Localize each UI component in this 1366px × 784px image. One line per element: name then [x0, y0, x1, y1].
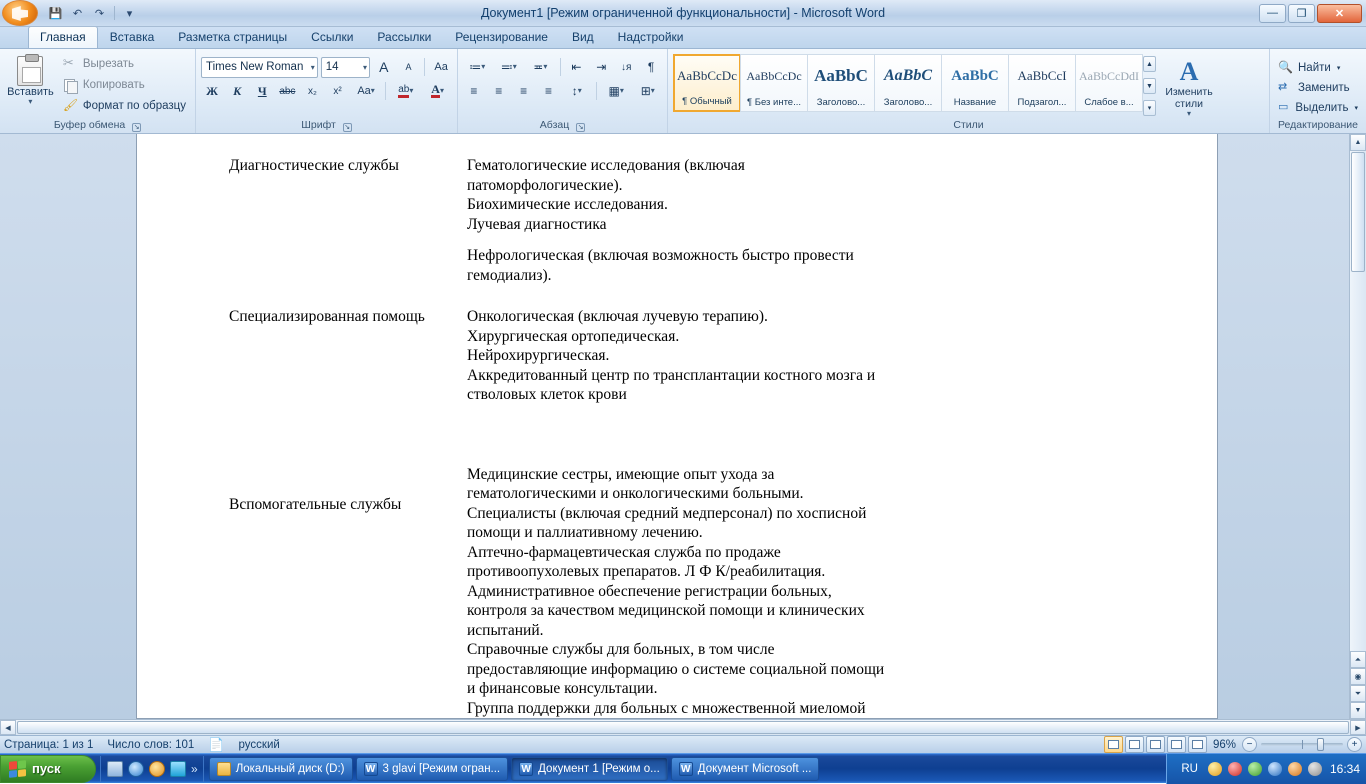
content-line: Онкологическая (включая лучевую терапию). [467, 308, 768, 325]
show-desktop-icon[interactable] [107, 761, 123, 777]
content-line: противоопухолевых препаратов. Л Ф К/реабилитация. [467, 563, 826, 580]
content-line: Административное обеспечение регистрации больных, [467, 582, 832, 600]
font-color-button[interactable]: A ▾ [431, 82, 444, 96]
font-separator-2 [385, 82, 386, 100]
folder-icon [217, 762, 231, 776]
paste-icon [17, 56, 43, 86]
zoom-track[interactable] [1261, 743, 1343, 746]
clock[interactable]: 16:34 [1329, 761, 1360, 776]
qat-separator [114, 6, 115, 20]
word-icon [519, 762, 533, 776]
taskbar-item-label: Документ Microsoft ... [697, 762, 812, 775]
change-case-button[interactable]: Aa ▾ [357, 85, 375, 97]
styles-more-icon[interactable]: ▾ [1143, 100, 1156, 116]
horizontal-scroll-thumb[interactable] [17, 721, 1349, 734]
shrink-font-button[interactable] [398, 56, 420, 78]
change-styles-label: Изменить стили [1165, 86, 1213, 110]
window-controls [1259, 4, 1366, 23]
scroll-left-icon[interactable]: ◀ [0, 720, 16, 735]
paragraph-dialog-launcher[interactable]: ↘ [577, 124, 584, 131]
table-cell-content [467, 156, 1217, 285]
proofing-status-icon[interactable]: 📄 [208, 736, 225, 752]
font-size-combobox[interactable] [321, 57, 370, 78]
bold-icon: Ж [206, 83, 218, 98]
view-web-layout-button[interactable] [1146, 736, 1165, 753]
table-cell-content [467, 465, 1217, 719]
highlight-icon: ab [398, 84, 409, 98]
view-print-layout-button[interactable] [1104, 736, 1123, 753]
undo-icon[interactable]: ↶ [72, 7, 83, 20]
text-highlight-button[interactable]: ab ▾ [391, 80, 420, 102]
quick-launch-bar [100, 756, 204, 782]
group-editing [1270, 49, 1366, 133]
taskbar-item-local-disk[interactable] [209, 757, 353, 781]
style-name: Заголово... [816, 97, 866, 108]
editing-group-label [1275, 118, 1361, 133]
editing-label-text: Редактирование [1278, 119, 1358, 131]
copy-button[interactable] [58, 75, 190, 95]
style-preview: AaBbCcDc [746, 68, 802, 83]
content-line: Гематологические исследования (включая [467, 157, 745, 174]
find-label: Найти [1298, 62, 1331, 74]
content-line: Нейрохирургическая. [467, 347, 610, 364]
view-outline-button[interactable] [1167, 736, 1186, 753]
paintbrush-icon [62, 98, 78, 114]
numbering-icon: ≕ [500, 60, 513, 74]
start-button[interactable] [0, 755, 96, 783]
next-page-icon[interactable]: ⏷ [1350, 685, 1366, 702]
task-buttons [204, 757, 1167, 781]
change-styles-button[interactable] [1157, 54, 1221, 118]
word-icon [364, 762, 378, 776]
grow-font-icon: A [379, 59, 389, 75]
styles-label-text: Стили [953, 119, 984, 131]
style-name: Слабое в... [1084, 97, 1134, 108]
tab-addins[interactable]: Надстройки [617, 30, 684, 44]
table-cell-label [137, 465, 467, 719]
tab-home[interactable]: Главная [28, 26, 98, 48]
strikethrough-button[interactable] [276, 80, 298, 102]
align-left-icon: ≡ [470, 84, 478, 98]
superscript-button[interactable] [327, 80, 349, 102]
taskbar-item-document-microsoft[interactable] [671, 757, 820, 781]
style-title[interactable] [941, 54, 1009, 112]
line-spacing-icon: ↕ [571, 84, 578, 98]
language-bar[interactable]: RU [1181, 762, 1198, 775]
paste-dropdown-icon[interactable]: ▾ [28, 97, 33, 106]
zoom-level[interactable]: 96% [1212, 738, 1236, 751]
start-label: пуск [32, 761, 61, 776]
style-preview: AaBbC [883, 67, 932, 84]
italic-icon: К [233, 83, 242, 98]
chevron-down-icon[interactable]: ▾ [362, 62, 367, 72]
horizontal-scrollbar[interactable] [0, 719, 1366, 735]
strikethrough-icon: abc [279, 85, 296, 97]
underline-button[interactable] [251, 80, 273, 102]
content-line: Специалисты (включая средний медперсонал) по хосписной [467, 504, 867, 522]
numbering-button[interactable]: ≕ ▾ [500, 60, 517, 74]
save-icon[interactable]: 💾 [48, 7, 63, 20]
styles-scroll-down-icon[interactable]: ▼ [1143, 78, 1156, 94]
paragraph-group-label [463, 118, 662, 133]
safely-remove-icon[interactable] [1308, 762, 1322, 776]
find-button[interactable] [1275, 58, 1361, 78]
font-group-label [201, 118, 452, 133]
align-right-icon: ≡ [520, 84, 528, 98]
document-area [0, 134, 1366, 719]
content-line: Биохимические исследования. [467, 196, 668, 213]
ribbon [0, 49, 1366, 134]
tab-review[interactable]: Рецензирование [455, 30, 548, 44]
group-paragraph [458, 49, 668, 133]
subscript-button[interactable] [301, 80, 323, 102]
style-name: Подзагол... [1017, 97, 1067, 108]
styles-gallery-scroll [1142, 54, 1157, 118]
status-bar [0, 735, 1366, 753]
group-clipboard [0, 49, 196, 133]
underline-icon: Ч [257, 83, 267, 98]
cut-label: Вырезать [82, 58, 135, 70]
update-icon[interactable] [1288, 762, 1302, 776]
content-line: Группа поддержки для больных с множественной миеломой [467, 699, 866, 717]
cut-button[interactable] [58, 54, 190, 74]
justify-button[interactable] [538, 80, 560, 102]
zoom-midpoint [1302, 740, 1303, 749]
copy-label: Копировать [82, 79, 145, 91]
group-styles [668, 49, 1270, 133]
zoom-in-button[interactable]: + [1347, 737, 1362, 752]
row-gap [137, 285, 1217, 307]
replace-label: Заменить [1298, 82, 1350, 94]
content-line: Нефрологическая (включая возможность быстро провести [467, 247, 854, 264]
windows-logo-icon [9, 760, 26, 778]
font-size-value: 14 [325, 61, 339, 73]
select-icon: ▭ [1278, 101, 1289, 113]
vertical-scrollbar[interactable] [1349, 134, 1366, 719]
styles-gallery [673, 52, 1221, 118]
multilevel-list-button[interactable]: ≖ ▾ [533, 60, 548, 74]
select-button[interactable] [1275, 98, 1361, 118]
align-center-button[interactable] [488, 80, 510, 102]
change-case-icon: Aa [357, 85, 371, 97]
bold-button[interactable] [201, 80, 223, 102]
style-preview: AaBbC [814, 66, 868, 85]
superscript-icon: x² [333, 85, 342, 97]
scroll-right-icon[interactable]: ▶ [1350, 720, 1366, 735]
page-indicator[interactable]: Страница: 1 из 1 [4, 738, 94, 751]
style-name: Название [953, 97, 997, 108]
shrink-font-icon: A [405, 62, 412, 72]
document-page[interactable] [136, 134, 1218, 719]
maximize-button[interactable]: ❐ [1288, 4, 1315, 23]
paragraph-separator [560, 58, 561, 76]
taskbar-item-label: Локальный диск (D:) [235, 762, 345, 775]
chevron-down-icon[interactable]: ▾ [1354, 105, 1358, 112]
quick-access-toolbar [46, 4, 139, 23]
tab-insert[interactable]: Вставка [109, 30, 155, 44]
style-heading-1[interactable] [807, 54, 875, 112]
content-line: Аккредитованный центр по трансплантации костного мозга и [467, 366, 876, 384]
font-label-text: Шрифт [301, 119, 336, 131]
content-line: гемодиализ). [467, 266, 552, 284]
scroll-up-icon[interactable]: ▲ [1350, 134, 1366, 151]
document-content[interactable] [137, 134, 1217, 718]
content-line: предоставляющие информацию о системе социальной помощи [467, 660, 885, 678]
select-label: Выделить [1295, 102, 1349, 114]
font-name-combobox[interactable] [201, 57, 318, 78]
style-subtle-emphasis[interactable] [1075, 54, 1143, 112]
grow-font-button[interactable] [373, 56, 395, 78]
chevron-down-icon[interactable]: ▾ [310, 62, 315, 72]
view-draft-button[interactable] [1188, 736, 1207, 753]
content-line: и финансовые консультации. [467, 680, 658, 697]
style-subtitle[interactable] [1008, 54, 1076, 112]
table-cell-content [467, 307, 1217, 405]
close-button[interactable]: ✕ [1317, 4, 1362, 23]
previous-page-icon[interactable]: ⏶ [1350, 651, 1366, 668]
content-line: контроля за качеством медицинской помощи и клинических [467, 602, 865, 619]
taskbar-item-document1[interactable] [511, 757, 668, 781]
multilevel-list-icon: ≖ [533, 60, 544, 74]
scroll-down-icon[interactable]: ▼ [1350, 702, 1366, 719]
quick-launch-more-icon[interactable]: » [191, 761, 197, 776]
format-painter-label: Формат по образцу [82, 100, 186, 112]
title-bar [0, 0, 1366, 27]
chevron-down-icon[interactable]: ▾ [1336, 65, 1341, 72]
tab-page-layout[interactable]: Разметка страницы [178, 30, 288, 44]
increase-indent-button[interactable] [590, 56, 612, 78]
word-icon [679, 762, 693, 776]
chevron-down-icon[interactable]: ▾ [1186, 109, 1191, 118]
sort-button[interactable] [615, 56, 637, 78]
media-player-icon[interactable] [170, 761, 186, 777]
replace-icon: ⇄ [1278, 81, 1288, 93]
customize-qat-icon[interactable]: ▾ [126, 7, 133, 20]
volume-icon[interactable] [1268, 762, 1282, 776]
view-full-screen-reading-button[interactable] [1125, 736, 1144, 753]
style-normal[interactable] [673, 54, 741, 112]
content-line: Хирургическая ортопедическая. [467, 327, 680, 345]
justify-icon: ≡ [545, 84, 553, 98]
system-tray [1166, 754, 1366, 784]
table-row [137, 465, 1217, 719]
ribbon-tabs [0, 27, 1366, 49]
style-name: ¶ Обычный [682, 96, 732, 107]
shading-button[interactable]: ▦ ▾ [608, 84, 624, 98]
taskbar-item-label: 3 glavi [Режим огран... [382, 762, 501, 775]
shading-icon: ▦ [608, 84, 620, 98]
content-gap [467, 234, 1157, 246]
tab-references[interactable]: Ссылки [311, 30, 354, 44]
font-name-value: Times New Roman [206, 61, 304, 73]
content-line: Справочные службы для больных, в том числе [467, 641, 775, 658]
change-styles-icon: A [1179, 57, 1199, 86]
format-painter-button[interactable] [58, 96, 190, 116]
style-no-spacing[interactable] [740, 54, 808, 112]
decrease-indent-icon: ⇤ [571, 60, 582, 74]
style-preview: AaBbCcI [1017, 68, 1067, 83]
vertical-scroll-thumb[interactable] [1351, 152, 1365, 272]
clipboard-label-text: Буфер обмена [53, 119, 126, 131]
style-preview: AaBbCcDc [677, 68, 737, 83]
group-font [196, 49, 458, 133]
increase-indent-icon: ⇥ [596, 60, 607, 74]
word-count[interactable]: Число слов: 101 [107, 738, 195, 751]
bullets-icon: ≔ [469, 60, 482, 74]
clear-formatting-button[interactable] [430, 56, 452, 78]
status-right-area [1104, 736, 1362, 753]
copy-icon [62, 77, 78, 93]
font-dialog-launcher[interactable]: ↘ [344, 124, 351, 131]
row-label: Специализированная помощь [229, 308, 425, 325]
decrease-indent-button[interactable] [566, 56, 588, 78]
subscript-icon: x₂ [308, 85, 317, 97]
table-cell-label [137, 156, 467, 285]
network-icon[interactable] [1248, 762, 1262, 776]
paste-button[interactable] [5, 52, 56, 118]
vertical-scroll-track[interactable] [1350, 273, 1366, 651]
bullets-button[interactable]: ≔ ▾ [469, 60, 486, 74]
content-line: помощи и паллиативному лечению. [467, 524, 703, 541]
italic-button[interactable] [226, 80, 248, 102]
table-row [137, 307, 1217, 405]
styles-group-label [673, 118, 1264, 133]
clipboard-dialog-launcher[interactable]: ↘ [133, 124, 140, 131]
content-line: Лучевая диагностика [467, 215, 607, 233]
sort-icon: ↓я [620, 61, 632, 73]
replace-button[interactable] [1275, 78, 1361, 98]
zoom-handle[interactable] [1317, 738, 1324, 751]
content-line: испытаний. [467, 621, 544, 639]
style-preview: AaBbC [951, 67, 999, 84]
select-browse-object-icon[interactable]: ◉ [1350, 668, 1366, 685]
align-right-button[interactable] [513, 80, 535, 102]
minimize-button[interactable]: — [1259, 4, 1286, 23]
redo-icon[interactable]: ↷ [94, 7, 105, 20]
clear-formatting-icon: Aa [434, 61, 448, 73]
internet-explorer-icon[interactable] [128, 761, 144, 777]
pilcrow-icon: ¶ [647, 60, 655, 74]
paragraph-separator-2 [596, 82, 597, 100]
window-title: Документ1 [Режим ограниченной функциональности] - Microsoft Word [480, 6, 886, 20]
view-buttons [1104, 736, 1207, 753]
taskbar-item-3glavi[interactable] [356, 757, 509, 781]
content-line: Аптечно-фармацевтическая служба по продаже [467, 543, 781, 561]
tab-mailings[interactable]: Рассылки [377, 30, 432, 44]
table-cell-label [137, 307, 467, 405]
show-formatting-marks-button[interactable] [640, 56, 662, 78]
align-left-button[interactable] [463, 80, 485, 102]
line-spacing-button[interactable]: ↕ ▾ [571, 84, 582, 98]
align-center-icon: ≡ [495, 84, 503, 98]
style-name: Заголово... [883, 97, 933, 108]
paragraph-label-text: Абзац [539, 119, 570, 131]
tab-view[interactable]: Вид [571, 30, 594, 44]
font-color-icon: A [431, 82, 440, 96]
row-gap [137, 405, 1217, 465]
office-button[interactable] [2, 0, 38, 26]
taskbar-item-label: Документ 1 [Режим о... [538, 762, 660, 775]
antivirus-icon[interactable] [1228, 762, 1242, 776]
paste-label: Вставить [7, 86, 54, 98]
clipboard-group-label [5, 118, 190, 133]
search-icon: 🔍 [1278, 60, 1293, 74]
table-row [137, 156, 1217, 285]
right-margin-area [1218, 134, 1366, 719]
left-margin-area [0, 134, 136, 719]
borders-button[interactable]: ⊞ ▾ [640, 84, 655, 98]
style-heading-2[interactable] [874, 54, 942, 112]
shield-icon[interactable] [1208, 762, 1222, 776]
language-indicator[interactable]: русский [238, 738, 280, 751]
content-line: гематологическими и онкологическими больными. [467, 485, 804, 502]
windows-taskbar [0, 753, 1366, 783]
scissors-icon [62, 56, 78, 72]
styles-scroll-up-icon[interactable]: ▲ [1143, 56, 1156, 72]
row-label: Вспомогательные службы [229, 495, 402, 513]
zoom-slider[interactable] [1242, 737, 1362, 752]
font-separator [424, 58, 425, 76]
content-line: патоморфологические). [467, 176, 623, 194]
style-name: ¶ Без инте... [746, 97, 802, 108]
zoom-out-button[interactable]: − [1242, 737, 1257, 752]
content-line: стволовых клеток крови [467, 386, 627, 403]
content-line: Медицинские сестры, имеющие опыт ухода за [467, 465, 775, 483]
row-label: Диагностические службы [229, 157, 399, 174]
borders-icon: ⊞ [640, 84, 651, 98]
firefox-icon[interactable] [149, 761, 165, 777]
style-preview: AaBbCcDdI [1079, 68, 1139, 83]
